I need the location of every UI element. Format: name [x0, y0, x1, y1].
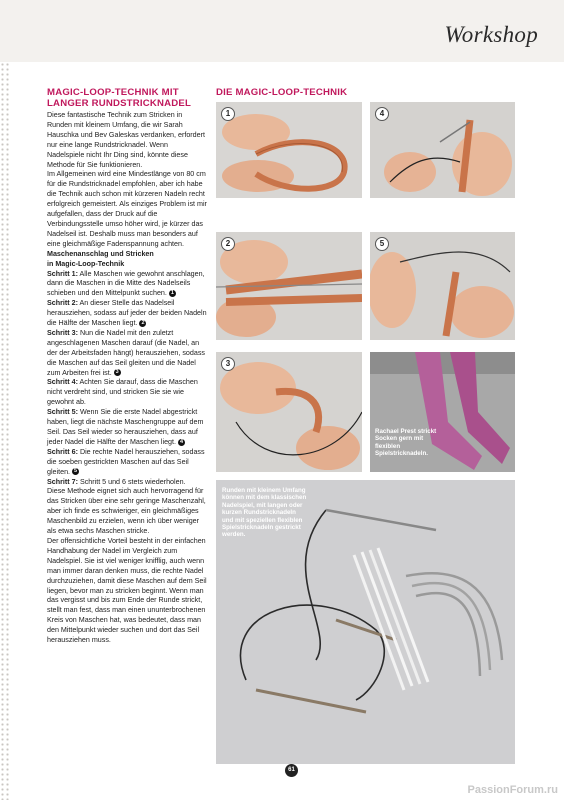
photo-section-title: DIE MAGIC-LOOP-TECHNIK: [216, 87, 348, 98]
section-title: Workshop: [444, 22, 538, 47]
step-label: Schritt 6:: [47, 447, 78, 456]
page-number: 61: [285, 764, 298, 777]
paragraph-end-2: Der offensichtliche Vorteil besteht in der einfachen Handhabung der Nadel im Vergleich zum Nadelspiel. Sie ist viel weniger knifflig, auch wenn man immer daran denken muss, die rechte Nadel durchzuziehen, damit diese Maschen auf dem Seil liegen, bevor man zu stricken beginnt. Wenn man das vergisst und bis zum Ende der Runde strickt, stellt man fest, dass man einen ununterbrochenen Kreis von Maschen hat, was bedeutet, dass man den Mittelpunkt wieder suchen und dort das Seil herausziehen muss.: [47, 536, 207, 645]
hands-knitting-illustration: [216, 232, 362, 340]
title-line-2: LANGER RUNDSTRICKNADEL: [47, 98, 192, 109]
step-photo-5: [370, 232, 515, 340]
step-label: Schritt 4:: [47, 378, 78, 387]
step-text: Alle Maschen wie gewohnt anschlagen, dann die Maschen in die Mitte des Nadelseils schieben und den Mittelpunkt suchen.: [47, 269, 205, 298]
step-text: Nun die Nadel mit den zuletzt angeschlagenen Maschen darauf (die Nadel, an der der Arbeitsfaden hängt) herausziehen, sodass die Maschen auf das Seil gleiten und die Nadel zum Arbeiten frei ist.: [47, 328, 205, 377]
step-2: [47, 299, 207, 329]
step-6: [47, 448, 207, 478]
subhead-line-1: Maschenanschlag und Stricken: [47, 249, 154, 258]
step-text: Achten Sie darauf, dass die Maschen nicht verdreht sind, und stricken Sie sie wie gewohnt ab.: [47, 378, 198, 407]
hands-knitting-illustration: [216, 102, 362, 198]
step-badge-4: 4: [375, 107, 389, 121]
step-badge-5: 5: [375, 237, 389, 251]
step-badge-3: 3: [221, 357, 235, 371]
intro-paragraph: Diese fantastische Technik zum Stricken in Runden mit kleinem Umfang, die wir Sarah Hauschka und Bev Galeskas verdanken, erfordert nur eine lange Rundstricknadel. Wenn Nadelspiele nicht Ihr Ding sind, könnte diese Methode für Sie funktionieren.: [47, 111, 205, 169]
step-label: Schritt 3:: [47, 328, 78, 337]
step-photo-4: [370, 102, 515, 198]
paragraph-2: Im Allgemeinen wird eine Mindestlänge von 80 cm für die Rundstricknadel empfohlen, aber ich habe die Technik auch schon mit kürzeren Nadeln recht erfolgreich gemeistert. Als einziges Problem ist mir aufgefallen, dass der Druck auf die Verbindungsstelle umso höher wird, je kürzer das Nadelseil ist. Deshalb muss man besonders auf eine gleichmäßige Fadenspannung achten.: [47, 170, 207, 248]
article-title: [47, 87, 207, 109]
step-4: [47, 378, 207, 408]
step-badge-2: 2: [221, 237, 235, 251]
article-column: [47, 87, 207, 646]
header-bar: [0, 0, 564, 62]
step-badge-1: 1: [221, 107, 235, 121]
step-label: Schritt 7:: [47, 477, 78, 486]
step-number-icon: 1: [170, 289, 174, 296]
step-3: [47, 329, 207, 379]
paragraph-end-1: Diese Methode eignet sich auch hervorragend für das Stricken über eine sehr geringe Maschenzahl, aber ich finde es schwieriger, ein gleichmäßiges Maschenbild zu erzielen, wenn ich über weniger als etwa sechs Maschen stricke.: [47, 487, 206, 536]
subhead: [47, 250, 207, 270]
title-line-1: MAGIC-LOOP-TECHNIK MIT: [47, 87, 179, 98]
step-photo-2: [216, 232, 362, 340]
step-label: Schritt 1:: [47, 269, 78, 278]
step-text: Die rechte Nadel herausziehen, sodass die soeben gestrickten Maschen auf das Seil gleiten.: [47, 447, 205, 476]
socks-photo: [370, 352, 515, 472]
socks-caption: Rachael Prest strickt Socken gern mit flexiblen Spielstricknadeln.: [375, 428, 437, 458]
step-text: Schritt 5 und 6 stets wiederholen.: [79, 477, 186, 486]
watermark: PassionForum.ru: [467, 784, 558, 796]
step-5: [47, 408, 207, 448]
step-photo-1: [216, 102, 362, 198]
step-number-icon: 5: [73, 468, 78, 475]
step-text: Wenn Sie die erste Nadel abgestrickt haben, liegt die nächste Maschengruppe auf dem Seil. Das Seil wieder so herausziehen, dass auf jeder Nadel die Hälfte der Maschen liegt.: [47, 408, 204, 446]
needles-caption: Runden mit kleinem Umfang können mit dem klassischen Nadelspiel, mit langen oder kurzen Rundstricknadeln und mit speziellen flexiblen Spielstricknadeln gestrickt werden.: [222, 487, 307, 539]
step-7: [47, 478, 207, 488]
step-number-icon: 4: [179, 438, 184, 445]
step-text: An dieser Stelle das Nadelseil herausziehen, sodass auf jeder der beiden Nadeln die Hälfte der Maschen liegt.: [47, 299, 207, 328]
step-photo-3: [216, 352, 362, 472]
hands-knitting-illustration: [216, 352, 362, 472]
step-number-icon: 2: [141, 319, 145, 326]
hands-knitting-illustration: [370, 102, 515, 198]
subhead-line-2: in Magic-Loop-Technik: [47, 259, 125, 268]
step-label: Schritt 5:: [47, 408, 78, 417]
step-label: Schritt 2:: [47, 299, 78, 308]
dotted-border-left: [0, 62, 10, 800]
step-number-icon: 3: [115, 369, 119, 376]
step-1: [47, 270, 207, 300]
needles-photo: [216, 480, 515, 764]
hands-knitting-illustration: [370, 232, 515, 340]
